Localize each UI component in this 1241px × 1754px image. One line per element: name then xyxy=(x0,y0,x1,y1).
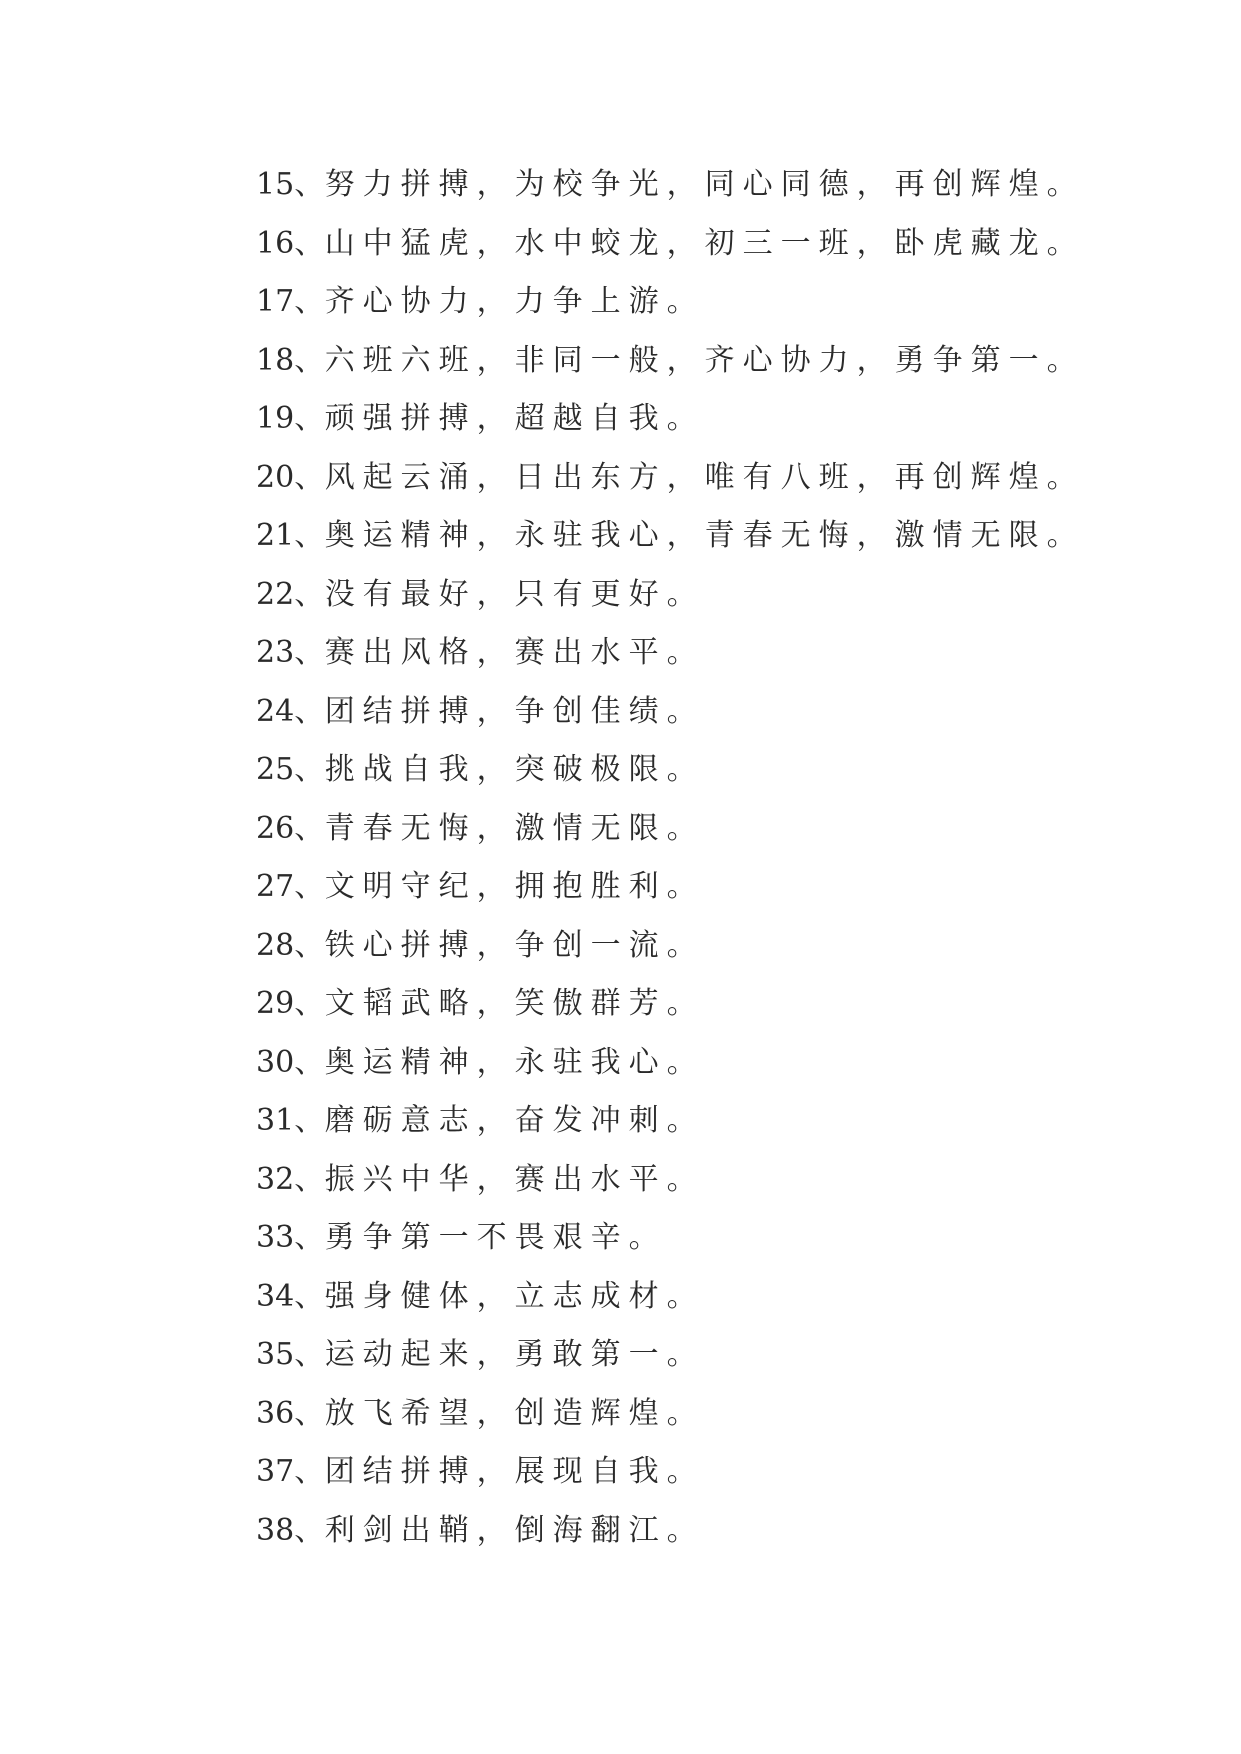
item-text: 奥运精神，永驻我心。 xyxy=(324,1044,705,1080)
list-item xyxy=(256,917,1085,976)
list-item xyxy=(256,1268,1085,1327)
list-item xyxy=(256,1326,1085,1385)
item-number: 18 xyxy=(256,342,295,378)
item-separator: 、 xyxy=(294,1337,325,1372)
item-separator: 、 xyxy=(294,1395,325,1431)
item-number: 30 xyxy=(256,1044,295,1080)
list-item xyxy=(256,858,1085,917)
item-separator: 、 xyxy=(294,225,325,261)
item-text: 磨砺意志，奋发冲刺。 xyxy=(324,1103,705,1138)
item-separator: 、 xyxy=(294,1278,325,1314)
item-text: 顽强拼搏，超越自我。 xyxy=(324,401,705,436)
item-number: 20 xyxy=(256,459,295,495)
list-item xyxy=(256,624,1085,683)
item-separator: 、 xyxy=(294,1044,325,1080)
item-number: 31 xyxy=(256,1103,295,1138)
item-text: 铁心拼搏，争创一流。 xyxy=(324,927,705,963)
item-number: 23 xyxy=(256,635,295,670)
item-number: 28 xyxy=(256,927,295,963)
item-separator: 、 xyxy=(294,401,325,436)
item-separator: 、 xyxy=(294,693,325,729)
item-number: 24 xyxy=(256,693,295,729)
list-item xyxy=(256,800,1085,859)
item-separator: 、 xyxy=(294,869,325,904)
list-item xyxy=(256,390,1085,449)
item-number: 34 xyxy=(256,1278,295,1314)
list-item xyxy=(256,683,1085,742)
item-text: 强身健体，立志成材。 xyxy=(324,1278,705,1314)
item-separator: 、 xyxy=(294,342,325,378)
item-separator: 、 xyxy=(294,1512,325,1548)
item-text: 团结拼搏，展现自我。 xyxy=(324,1454,705,1489)
list-item xyxy=(256,1385,1085,1444)
item-separator: 、 xyxy=(294,459,325,495)
list-item xyxy=(256,449,1085,508)
item-number: 16 xyxy=(256,225,295,261)
list-item xyxy=(256,1092,1085,1151)
list-item xyxy=(256,507,1085,566)
item-text: 赛出风格，赛出水平。 xyxy=(324,635,705,670)
item-number: 38 xyxy=(256,1512,295,1548)
item-text: 文明守纪，拥抱胜利。 xyxy=(324,869,705,904)
list-item xyxy=(256,215,1085,274)
list-item xyxy=(256,1034,1085,1093)
item-text: 没有最好，只有更好。 xyxy=(324,576,705,612)
item-text: 奥运精神，永驻我心，青春无悔，激情无限。 xyxy=(324,518,1085,553)
item-separator: 、 xyxy=(294,1103,325,1138)
item-separator: 、 xyxy=(294,635,325,670)
item-number: 17 xyxy=(256,284,295,319)
item-number: 35 xyxy=(256,1337,295,1372)
item-text: 青春无悔，激情无限。 xyxy=(324,810,705,846)
item-separator: 、 xyxy=(294,167,325,202)
item-separator: 、 xyxy=(294,1161,325,1197)
item-number: 37 xyxy=(256,1454,295,1489)
item-separator: 、 xyxy=(294,284,325,319)
item-number: 27 xyxy=(256,869,295,904)
item-separator: 、 xyxy=(294,1454,325,1489)
item-number: 32 xyxy=(256,1161,295,1197)
item-text: 放飞希望，创造辉煌。 xyxy=(324,1395,705,1431)
list-item xyxy=(256,1209,1085,1268)
item-separator: 、 xyxy=(294,927,325,963)
item-separator: 、 xyxy=(294,810,325,846)
item-number: 22 xyxy=(256,576,295,612)
item-text: 六班六班，非同一般，齐心协力，勇争第一。 xyxy=(324,342,1085,378)
item-text: 勇争第一不畏艰辛。 xyxy=(324,1220,667,1255)
item-number: 33 xyxy=(256,1220,295,1255)
list-item xyxy=(256,975,1085,1034)
list-item xyxy=(256,741,1085,800)
item-text: 团结拼搏，争创佳绩。 xyxy=(324,693,705,729)
item-number: 21 xyxy=(256,518,295,553)
list-item xyxy=(256,566,1085,625)
item-number: 25 xyxy=(256,752,295,787)
item-separator: 、 xyxy=(294,752,325,787)
item-number: 15 xyxy=(256,167,295,202)
item-text: 努力拼搏，为校争光，同心同德，再创辉煌。 xyxy=(324,167,1085,202)
item-text: 振兴中华，赛出水平。 xyxy=(324,1161,705,1197)
list-item xyxy=(256,156,1085,215)
slogan-list xyxy=(256,156,1085,1560)
item-separator: 、 xyxy=(294,576,325,612)
list-item xyxy=(256,273,1085,332)
item-number: 36 xyxy=(256,1395,295,1431)
item-number: 29 xyxy=(256,986,295,1021)
item-separator: 、 xyxy=(294,986,325,1021)
item-text: 山中猛虎，水中蛟龙，初三一班，卧虎藏龙。 xyxy=(324,225,1085,261)
item-text: 挑战自我，突破极限。 xyxy=(324,752,705,787)
list-item xyxy=(256,1443,1085,1502)
item-text: 风起云涌，日出东方，唯有八班，再创辉煌。 xyxy=(324,459,1085,495)
list-item xyxy=(256,1151,1085,1210)
item-number: 19 xyxy=(256,401,295,436)
list-item xyxy=(256,332,1085,391)
item-number: 26 xyxy=(256,810,295,846)
item-separator: 、 xyxy=(294,1220,325,1255)
item-text: 运动起来，勇敢第一。 xyxy=(324,1337,705,1372)
item-text: 文韬武略，笑傲群芳。 xyxy=(324,986,705,1021)
item-text: 齐心协力，力争上游。 xyxy=(324,284,705,319)
list-item xyxy=(256,1502,1085,1561)
item-text: 利剑出鞘，倒海翻江。 xyxy=(324,1512,705,1548)
item-separator: 、 xyxy=(294,518,325,553)
